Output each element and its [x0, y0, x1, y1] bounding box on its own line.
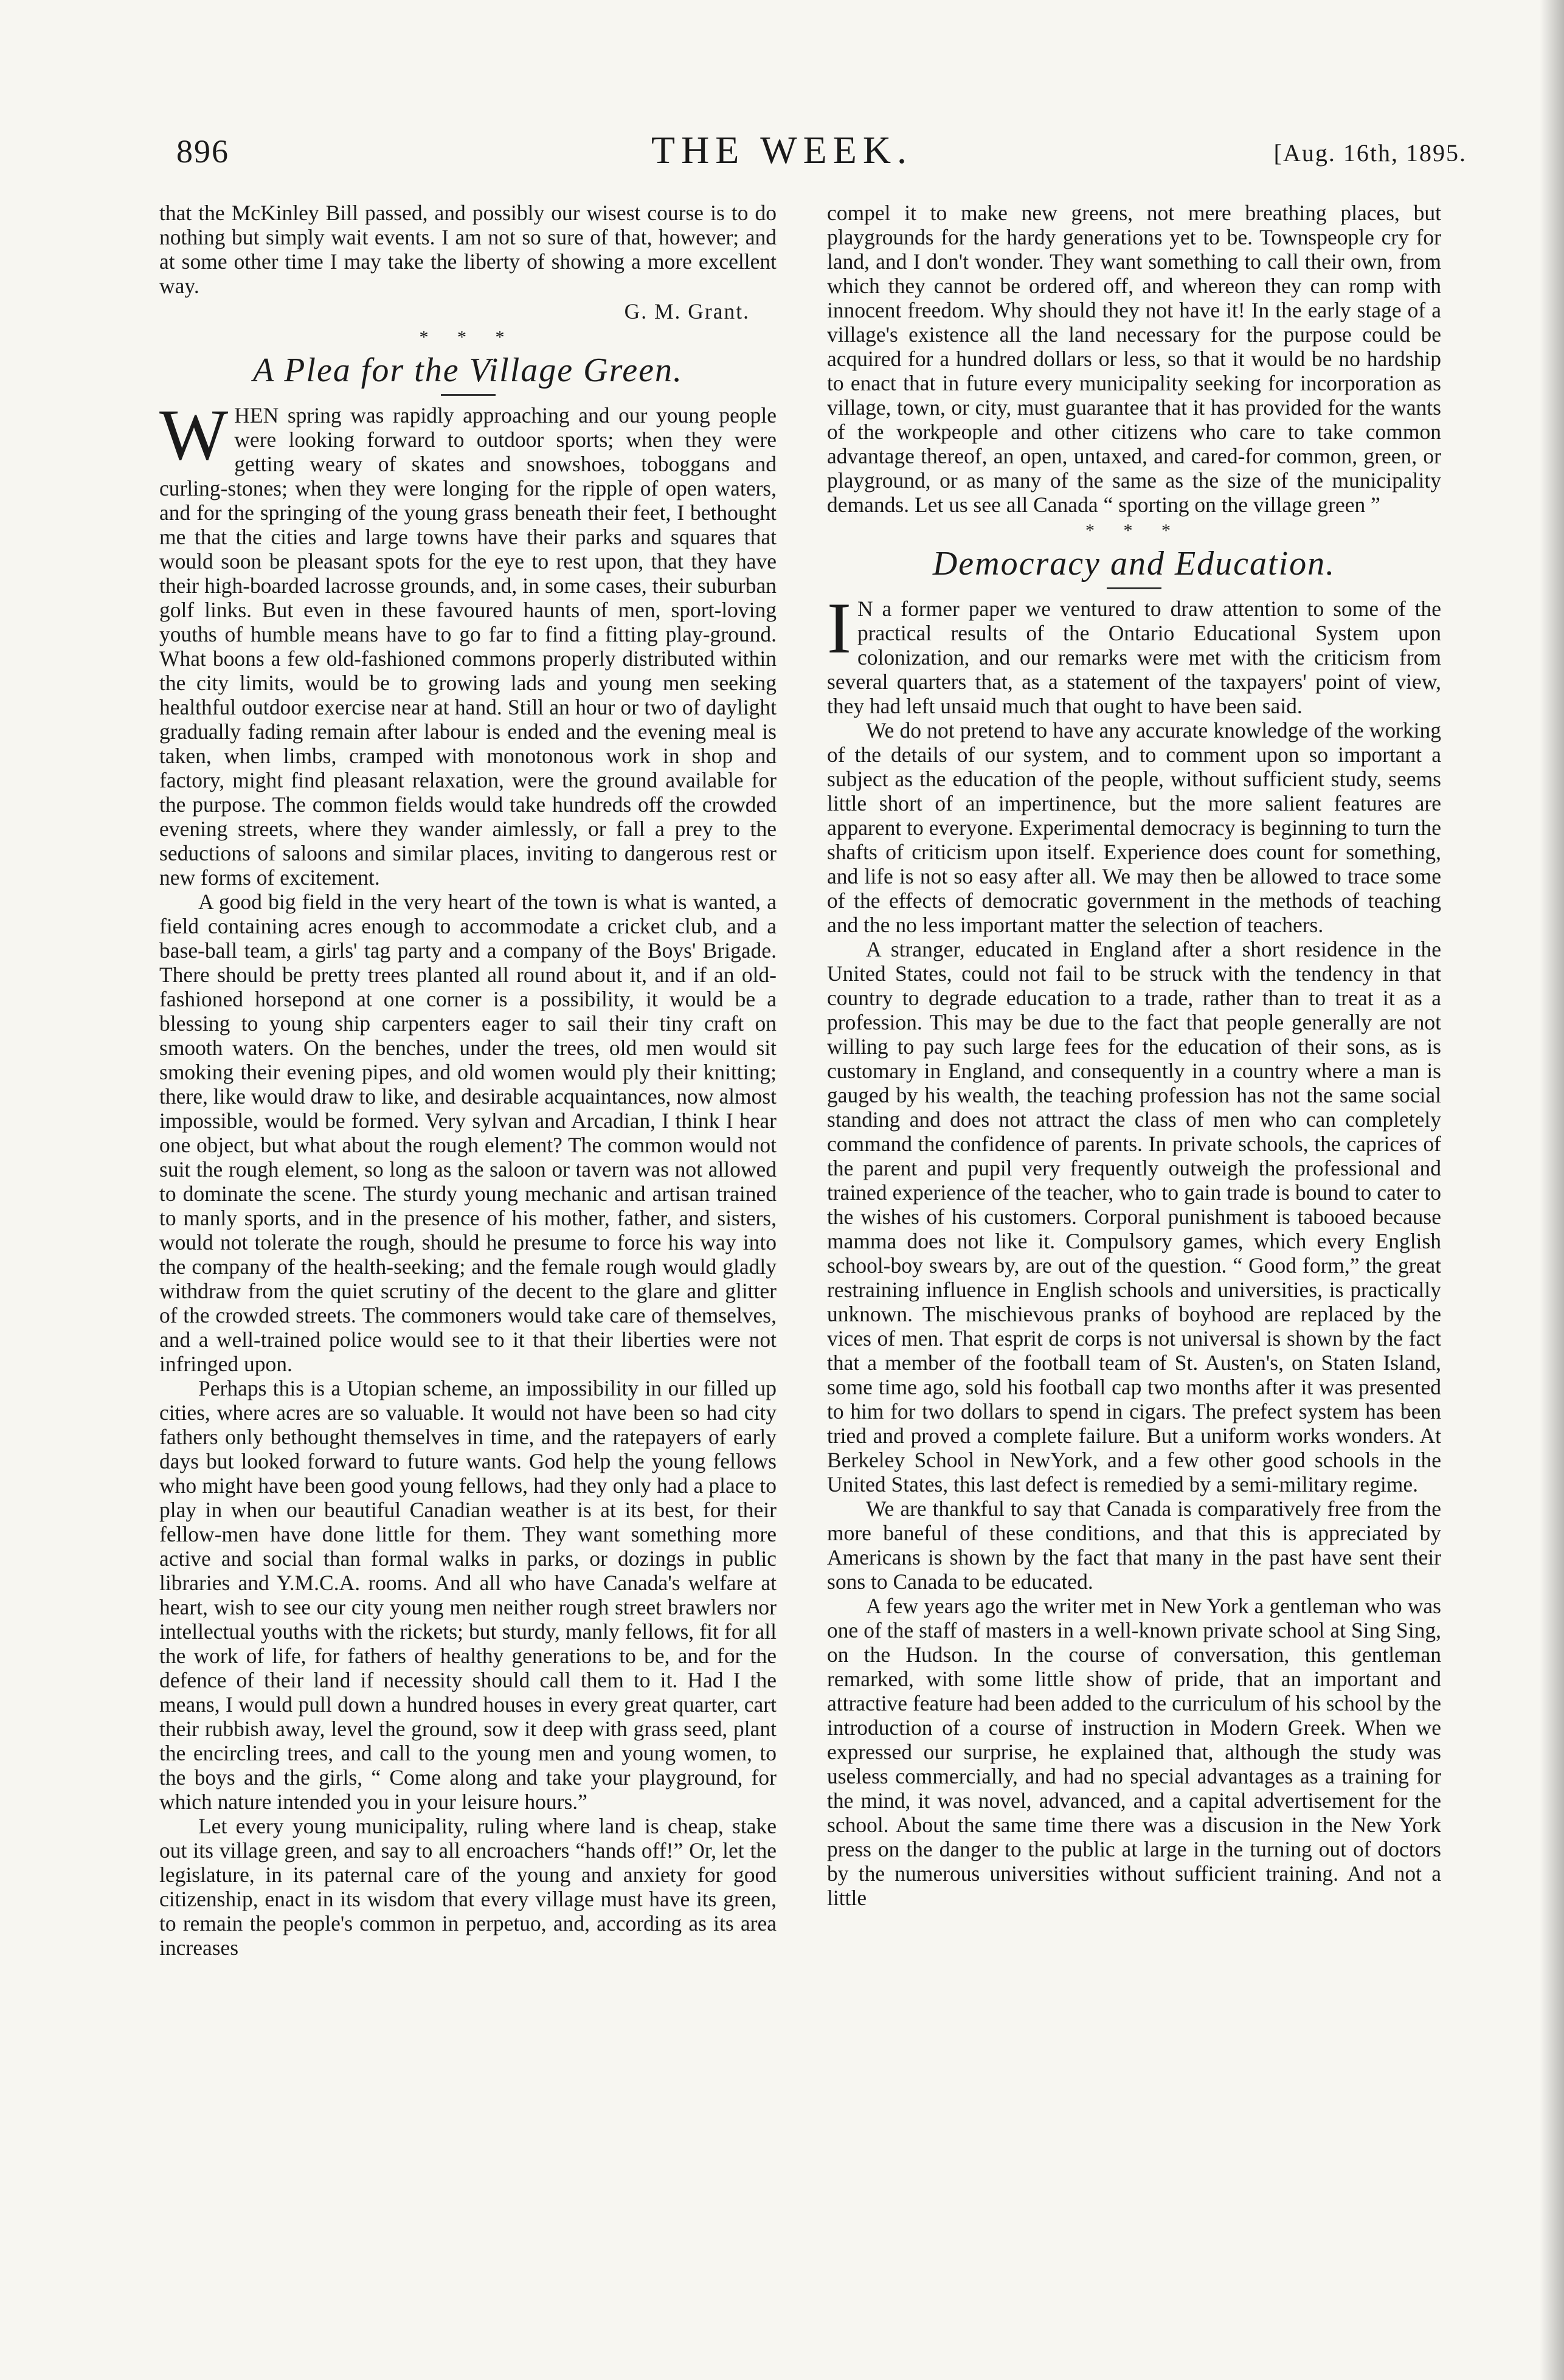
- article-paragraph: Let every young municipality, ruling where land is cheap, stake out its village green, and say to all encroachers “hands off!” Or, let the legislature, in its paternal care of the young and anxiety for good citizenship, enact in its wisdom that every village must have its green, to remain the people's common in perpetuo, and, according as its area increases: [159, 1814, 777, 1960]
- drop-cap: I: [827, 587, 851, 668]
- article-first-paragraph: [827, 587, 1441, 718]
- author-signature: G. M. Grant.: [624, 299, 750, 323]
- continuation-paragraph: compel it to make new greens, not mere breathing places, but playgrounds for the hardy generations yet to be. Townspeople cry for land, and I don't wonder. They want something to call their own, from which they cannot be ordered off, and whereon they can romp with innocent freedom. Why should they not have it! In the early stage of a village's existence all the land necessary for the purpose could be acquired for a hundred dollars or less, so that it would be no hardship to enact that in future every municipality seeking for incorporation as village, town, or city, must guarantee that it has provided for the wants of the workpeople and other citizens who care to take common advantage thereof, an open, untaxed, and cared-for common, green, or playground, or as many of the same as the size of the municipality demands. Let us see all Canada “ sporting on the village green ”: [827, 201, 1441, 517]
- title-rule: [1107, 587, 1161, 589]
- section-stars: * * *: [419, 327, 517, 347]
- title-rule: [441, 394, 496, 396]
- drop-cap: W: [159, 394, 229, 475]
- right-column: [827, 201, 1441, 1910]
- article-paragraph: We do not pretend to have any accurate knowledge of the working of the details of our system, and to comment upon so important a subject as the education of the people, without sufficient study, seems little short of an impertinence, but the more salient features are apparent to everyone. Experimental democracy is beginning to turn the shafts of criticism upon itself. Experience does count for something, and life is not so easy after all. We may then be allowed to trace some of the effects of democratic government in the methods of teaching and the no less important matter the selection of teachers.: [827, 718, 1441, 937]
- article-first-paragraph: [159, 394, 777, 890]
- journal-title: THE WEEK.: [651, 128, 913, 171]
- section-stars: * * *: [1085, 521, 1183, 541]
- scan-edge-shadow: [1540, 0, 1564, 2380]
- article-paragraph: Perhaps this is a Utopian scheme, an impossibility in our filled up cities, where acres are so valuable. It would not have been so had city fathers only bethought themselves in time, and the ratepayers of early days but looked forward to future wants. God help the young fellows who might have been good young fellows, had they only had a place to play in when our beautiful Canadian weather is at its best, for their fellow-men have done little for them. They want something more active and social than formal walks in parks, or dozings in public libraries and Y.M.C.A. rooms. And all who have Canada's welfare at heart, wish to see our city young men neither rough street brawlers nor intellectual youths with the rickets; but sturdy, manly fellows, fit for all the work of life, for fathers of healthy generations to be, and for the defence of their land if necessity should call them to it. Had I the means, I would pull down a hundred houses in every great quarter, cart their rubbish away, level the ground, sow it deep with grass seed, plant the encircling trees, and call to the young men and young women, to the boys and the girls, “ Come along and take your playground, for which nature intended you in your leisure hours.”: [159, 1376, 777, 1814]
- left-column: [159, 201, 777, 1960]
- first-paragraph-text: HEN spring was rapidly approaching and our young people were looking forward to outdoor sports; when they were getting weary of skates and snowshoes, toboggans and curling-stones; when they were longing for the ripple of open waters, and for the springing of the young grass beneath their feet, I bethought me that the cities and large towns have their parks and squares that would soon be pleasant spots for the eye to rest upon, that they have their high-boarded lacrosse grounds, and, in some cases, their suburban golf links. But even in these favoured haunts of men, sport-loving youths of humble means have to go far to find a fitting play-ground. What boons a few old-fashioned commons properly distributed within the city limits, would be to growing lads and young men seeking healthful outdoor exercise near at hand. Still an hour or two of daylight gradually fading remain after labour is ended and the evening meal is taken, when limbs, cramped with monotonous work in shop and factory, might find pleasant relaxation, were the ground available for the purpose. The common fields would take hundreds off the crowded evening streets, where they wander aimlessly, or fall a prey to the seductions of saloons and similar places, inviting to dangerous rest or new forms of excitement.: [159, 403, 777, 890]
- article-title-village-green: A Plea for the Village Green.: [252, 351, 683, 389]
- issue-date: [Aug. 16th, 1895.: [1273, 139, 1467, 167]
- article-paragraph: A few years ago the writer met in New York a gentleman who was one of the staff of masters in a well-known private school at Sing Sing, on the Hudson. In the course of conversation, this gentleman remarked, with some little show of pride, that an important and attractive feature had been added to the curriculum of his school by the introduction of a course of instruction in Modern Greek. When we expressed our surprise, he explained that, although the study was useless commercially, and had no special advantages as a training for the mind, it was novel, advanced, and a capital advertisement for the school. About the same time there was a discusion in the New York press on the danger to the public at large in the turning out of doctors by the numerous universities without sufficient training. And not a little: [827, 1594, 1441, 1910]
- article-title-democracy-education: Democracy and Education.: [932, 545, 1336, 583]
- article-paragraph: A stranger, educated in England after a short residence in the United States, could not fail to be struck with the tendency in that country to degrade education to a trade, rather than to treat it as a profession. This may be due to the fact that people generally are not willing to pay such large fees for the education of their sons, as is customary in England, and consequently in a country where a man is gauged by his wealth, the teaching profession has not the same social standing and does not attract the class of men who can completely command the confidence of parents. In private schools, the caprices of the parent and pupil very frequently outweigh the professional and trained experience of the teacher, who to gain trade is bound to cater to the wishes of his customers. Corporal punishment is tabooed because mamma does not like it. Compulsory games, which every English school-boy swears by, are out of the question. “ Good form,” the great restraining influence in English schools and universities, is practically unknown. The mischievous pranks of boyhood are replaced by the vices of men. That esprit de corps is not universal is shown by the fact that a member of the football team of St. Austen's, on Staten Island, some time ago, sold his football cap two months after it was presented to him for two dollars to spend in cigars. The prefect system has been tried and proved a complete failure. But a uniform works wonders. At Berkeley School in NewYork, and a few other good schools in the United States, this last defect is remedied by a semi-military regime.: [827, 937, 1441, 1496]
- article-paragraph: A good big field in the very heart of the town is what is wanted, a field containing acres enough to accommodate a cricket club, and a base-ball team, a girls' tag party and a company of the Boys' Brigade. There should be pretty trees planted all round about it, and if an old-fashioned horsepond at one corner is a possibility, it would be a blessing to young ship carpenters eager to sail their tiny craft on smooth waters. On the benches, under the trees, old men would sit smoking their evening pipes, and old women would ply their knitting; there, like would draw to like, and desirable acquaintances, now almost impossible, would be formed. Very sylvan and Arcadian, I think I hear one object, but what about the rough element? The common would not suit the rough element, so long as the saloon or tavern was not allowed to dominate the scene. The sturdy young mechanic and artisan trained to manly sports, and in the presence of his mother, father, and sisters, would not tolerate the rough, should he presume to force his way into the company of the health-seeking; and the female rough would gladly withdraw from the quiet scrutiny of the decent to the glare and glitter of the crowded streets. The commoners would take care of themselves, and a well-trained police would see to it that their liberties were not infringed upon.: [159, 890, 777, 1376]
- page-header: [0, 0, 1564, 195]
- continuation-paragraph: that the McKinley Bill passed, and possibly our wisest course is to do nothing but simply wait events. I am not so sure of that, however; and at some other time I may take the liberty of showing a more excellent way.: [159, 201, 777, 298]
- article-paragraph: We are thankful to say that Canada is comparatively free from the more baneful of these conditions, and that this is appreciated by Americans is shown by the fact that many in the past have sent their sons to Canada to be educated.: [827, 1496, 1441, 1594]
- first-paragraph-text: N a former paper we ventured to draw attention to some of the practical results of the Ontario Educational System upon colonization, and our remarks were met with the criticism from several quarters that, as a statement of the taxpayers' point of view, they had left unsaid much that ought to have been said.: [827, 597, 1441, 718]
- page-number: 896: [176, 133, 229, 170]
